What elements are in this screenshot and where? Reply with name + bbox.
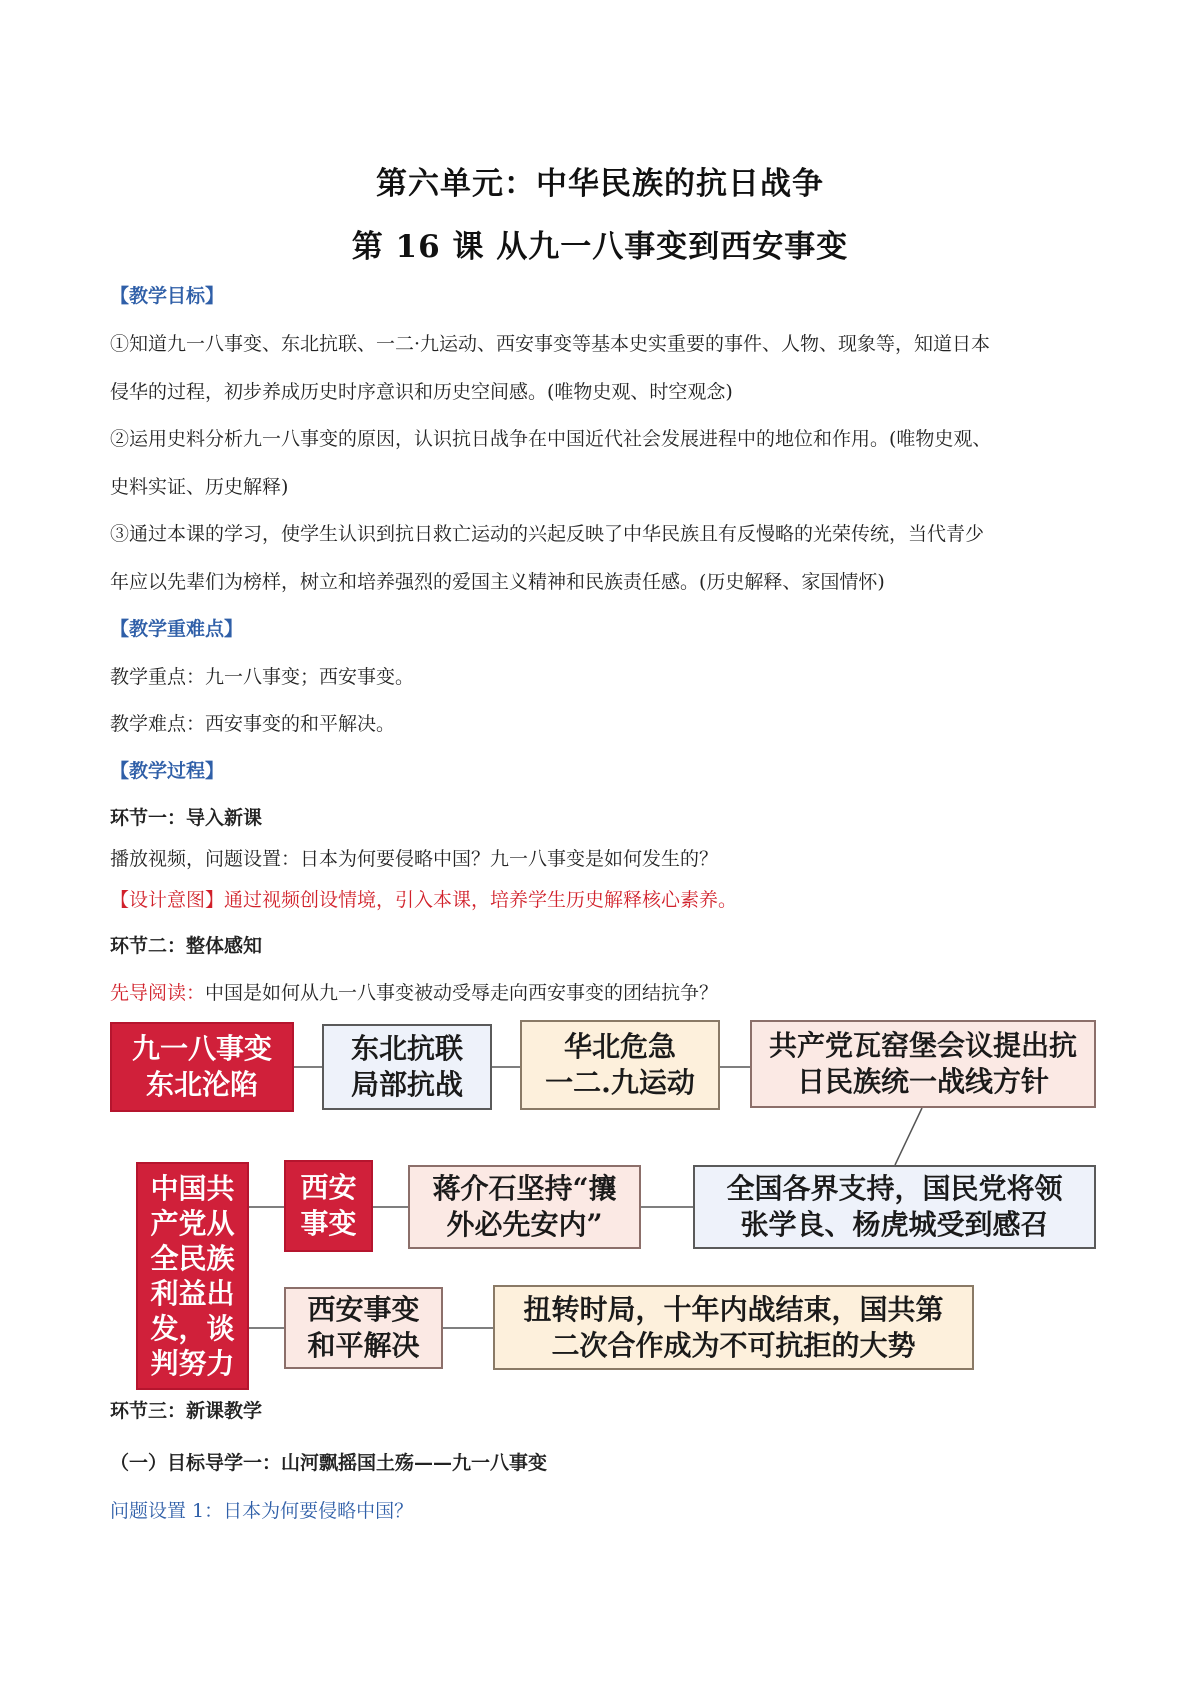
objective-1-line-1: ①知道九一八事变、东北抗联、一二·九运动、西安事变等基本史实重要的事件、人物、现象等，知道日本	[110, 333, 991, 355]
unit-title: 第六单元：中华民族的抗日战争	[376, 166, 824, 202]
objective-3-line-2: 年应以先辈们为榜样，树立和培养强烈的爱国主义精神和民族责任感。(历史解释、家国情怀)	[110, 571, 885, 593]
goal-1-title: （一）目标导学一：山河飘摇国土殇——九一八事变	[110, 1452, 548, 1474]
objective-1-line-2: 侵华的过程，初步养成历史时序意识和历史空间感。(唯物史观、时空观念)	[110, 381, 733, 403]
key-point-text: 教学重点：九一八事变；西安事变。	[110, 666, 415, 688]
flow-box-cpc-negotiation: 中国共 产党从 全民族 利益出 发，谈 判努力	[136, 1162, 249, 1390]
design-intent: 【设计意图】通过视频创设情境，引入本课，培养学生历史解释核心素养。	[110, 889, 738, 911]
objective-2-line-1: ②运用史料分析九一八事变的原因，认识抗日战争在中国近代社会发展进程中的地位和作用。(唯物史观、	[110, 428, 992, 450]
objective-3-line-1: ③通过本课的学习，使学生认识到抗日救亡运动的兴起反映了中华民族且有反慢略的光荣传统，当代青少	[110, 523, 985, 545]
connector-b4-b5	[895, 1108, 922, 1165]
step-3-title: 环节三：新课教学	[110, 1400, 263, 1422]
step-2-title: 环节二：整体感知	[110, 935, 263, 957]
difficult-point-text: 教学难点：西安事变的和平解决。	[110, 713, 396, 735]
flow-box-nationwide-support: 全国各界支持，国民党将领 张学良、杨虎城受到感召	[693, 1165, 1096, 1249]
flow-box-wayaobao-meeting: 共产党瓦窑堡会议提出抗 日民族统一战线方针	[750, 1020, 1096, 1108]
step-1-title: 环节一：导入新课	[110, 807, 263, 829]
flow-box-918-incident: 九一八事变 东北沦陷	[110, 1022, 294, 1112]
flow-box-north-china-crisis: 华北危急 一二.九运动	[520, 1020, 720, 1110]
objectives-heading: 【教学目标】	[110, 285, 225, 307]
lesson-title: 第 16 课 从九一八事变到西安事变	[351, 229, 849, 265]
flow-box-chiang-policy: 蒋介石坚持“攘 外必先安内”	[408, 1165, 641, 1249]
key-points-heading: 【教学重难点】	[110, 618, 244, 640]
preview-label: 先导阅读：	[110, 982, 206, 1004]
objective-2-line-2: 史料实证、历史解释)	[110, 476, 289, 498]
flow-box-northeast-resistance: 东北抗联 局部抗战	[322, 1024, 492, 1110]
process-heading: 【教学过程】	[110, 760, 225, 782]
flow-box-peaceful-resolution: 西安事变 和平解决	[284, 1287, 443, 1369]
preview-text: 中国是如何从九一八事变被动受辱走向西安事变的团结抗争？	[205, 982, 719, 1004]
flow-box-turning-point: 扭转时局，十年内战结束，国共第 二次合作成为不可抗拒的大势	[493, 1285, 974, 1370]
flow-box-xian-incident: 西安 事变	[284, 1160, 373, 1252]
step-1-text: 播放视频，问题设置：日本为何要侵略中国？九一八事变是如何发生的？	[110, 848, 719, 870]
question-1: 问题设置 1：日本为何要侵略中国？	[110, 1500, 414, 1522]
